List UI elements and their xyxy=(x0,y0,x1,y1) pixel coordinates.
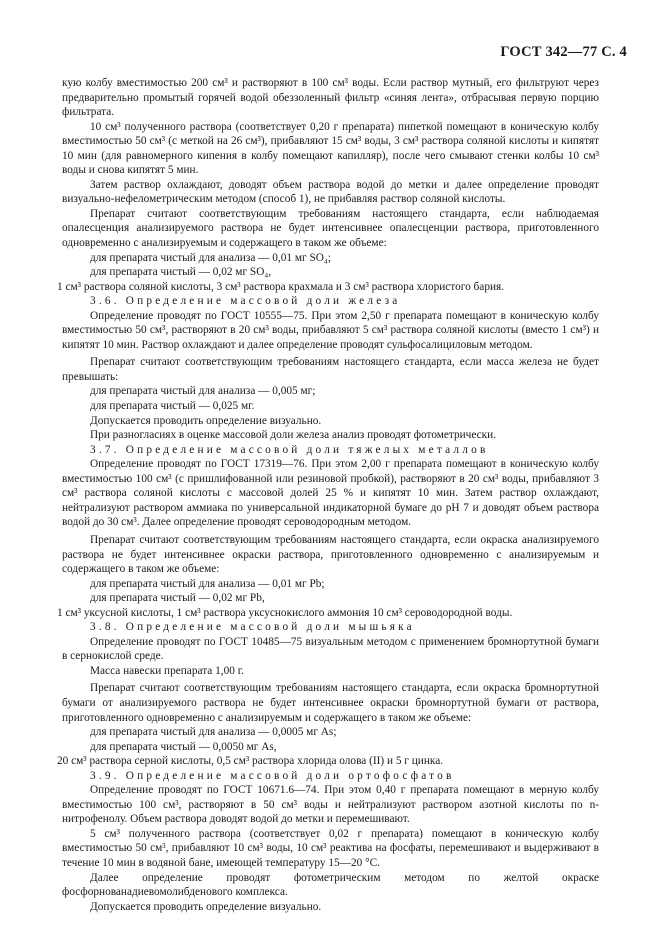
list-item: для препарата чистый для анализа — 0,005 мг; xyxy=(90,385,316,398)
paragraph: 10 см³ полученного раствора (соответствует 0,20 г препарата) пипеткой помещают в коническую колбу вместимостью 50 см³ (с меткой на 26 см³), прибавляют 15 см³ воды, 3 см³ раствора соляной кислоты и кипятят 10 мин (для равномерного кипения в колбу помещают капилляр), после чего смывают стенки колбы 10 см³ воды и снова кипятят 5 мин. xyxy=(62,120,599,177)
paragraph: При разногласиях в оценке массовой доли железа анализ проводят фотометрически. xyxy=(90,429,497,442)
section-heading: 3.6. Определение массовой доли железа xyxy=(90,295,401,308)
list-item: для препарата чистый для анализа — 0,01 мг Pb; xyxy=(90,577,325,590)
paragraph: Далее определение проводят фотометрическим методом по желтой окраске фосфорнованадиевомолибденового комплекса. xyxy=(62,871,599,899)
paragraph: Препарат считают соответствующим требованиям настоящего стандарта, если масса железа не будет превышать: xyxy=(62,356,599,383)
paragraph: 5 см³ полученного раствора (соответствует 0,02 г препарата) помещают в коническую колбу вместимостью 50 см³, прибавляют 10 см³ воды, 10 см³ реактива на фосфаты, перемешивают и выдерживают в течение 10 мин в водяной бане, имеющей температуру 15—20 °С. xyxy=(62,827,599,869)
list-item: для препарата чистый — 0,02 мг Pb, xyxy=(90,592,265,605)
paragraph: 20 см³ раствора серной кислоты, 0,5 см³ раствора хлорида олова (II) и 5 г цинка. xyxy=(57,755,444,768)
paragraph: кую колбу вместимостью 200 см³ и растворяют в 100 см³ воды. Если раствор мутный, его фильтруют через предварительно промытый горячей водой обеззоленный фильтр «синяя лента», отбрасывая первую порцию фильтрата. xyxy=(62,77,599,119)
paragraph: Препарат считают соответствующим требованиям настоящего стандарта, если окраска анализируемого раствора не будет интенсивнее окраски раствора, приготовленного одновременно с анализируемым и содержащего в таком же объеме: xyxy=(62,533,599,576)
list-item: для препарата чистый — 0,0050 мг As, xyxy=(90,740,277,753)
paragraph: Определение проводят по ГОСТ 10485—75 визуальным методом с применением бромнортутной бумаги в сернокислой среде. xyxy=(62,635,599,663)
list-item: для препарата чистый для анализа — 0,0005 мг As; xyxy=(90,726,337,739)
document-body xyxy=(57,76,599,914)
list-item: для препарата чистый — 0,02 мг SO₄, xyxy=(90,266,272,279)
paragraph: Определение проводят по ГОСТ 17319—76. При этом 2,00 г препарата помещают в коническую колбу вместимостью 100 см³ (с пришлифованной или резиновой пробкой), растворяют в 20 см³ воды, прибавляют 3 см³ раствора соляной кислоты с массовой долей 25 % и кипятят 10 мин. Затем раствор охлаждают, нейтрализуют раствором аммиака по универсальной индикаторной бумаге до рН 7 и доводят объем раствора водой до 30 см³. Далее определение проводят сероводородным методом. xyxy=(62,458,599,529)
section-heading: 3.9. Определение массовой доли ортофосфатов xyxy=(90,769,455,782)
paragraph: Допускается проводить определение визуально. xyxy=(90,414,322,427)
paragraph: 1 см³ уксусной кислоты, 1 см³ раствора уксуснокислого аммония 10 см³ сероводородной воды. xyxy=(57,606,513,619)
paragraph: Затем раствор охлаждают, доводят объем раствора водой до метки и далее определение проводят визуально-нефелометрическим методом (способ 1), не прибавляя раствор соляной кислоты. xyxy=(62,178,599,206)
paragraph: Препарат считают соответствующим требованиям настоящего стандарта, если наблюдаемая опалесценция анализируемого раствора не будет интенсивнее опалесценции раствора, приготовленного одновременно с анализируемым и содержащего в таком же объеме: xyxy=(62,207,599,250)
paragraph: Определение проводят по ГОСТ 10555—75. При этом 2,50 г препарата помещают в коническую колбу вместимостью 50 см³, растворяют в 20 см³ воды, прибавляют 5 см³ раствора соляной кислоты (вместо 1 см³) и кипятят 10 мин. Раствор охлаждают и далее определение проводят сульфосалициловым методом. xyxy=(62,309,599,351)
paragraph: Определение проводят по ГОСТ 10671.6—74. При этом 0,40 г препарата помещают в мерную колбу вместимостью 100 см³, растворяют в 50 см³ воды и нейтрализуют раствором азотной кислоты по n-нитрофенолу. Объем раствора доводят водой до метки и перемешивают. xyxy=(62,784,599,826)
list-item: для препарата чистый для анализа — 0,01 мг SO₄; xyxy=(90,251,331,264)
paragraph: Препарат считают соответствующим требованиям настоящего стандарта, если окраска бромнортутной бумаги от анализируемого раствора не будет интенсивнее окраски бромнортутной бумаги от раствора, приготовленного одновременно с анализируемым и содержащего в таком же объеме: xyxy=(62,682,599,724)
paragraph: Допускается проводить определение визуально. xyxy=(90,900,322,913)
paragraph: Масса навески препарата 1,00 г. xyxy=(90,664,244,677)
section-heading: 3.7. Определение массовой доли тяжелых металлов xyxy=(90,443,489,456)
list-item: для препарата чистый — 0,025 мг. xyxy=(90,400,255,413)
paragraph: 1 см³ раствора соляной кислоты, 3 см³ раствора крахмала и 3 см³ раствора хлористого бария. xyxy=(57,280,505,293)
page-header: ГОСТ 342—77 С. 4 xyxy=(500,44,627,60)
section-heading: 3.8. Определение массовой доли мышьяка xyxy=(90,621,415,634)
